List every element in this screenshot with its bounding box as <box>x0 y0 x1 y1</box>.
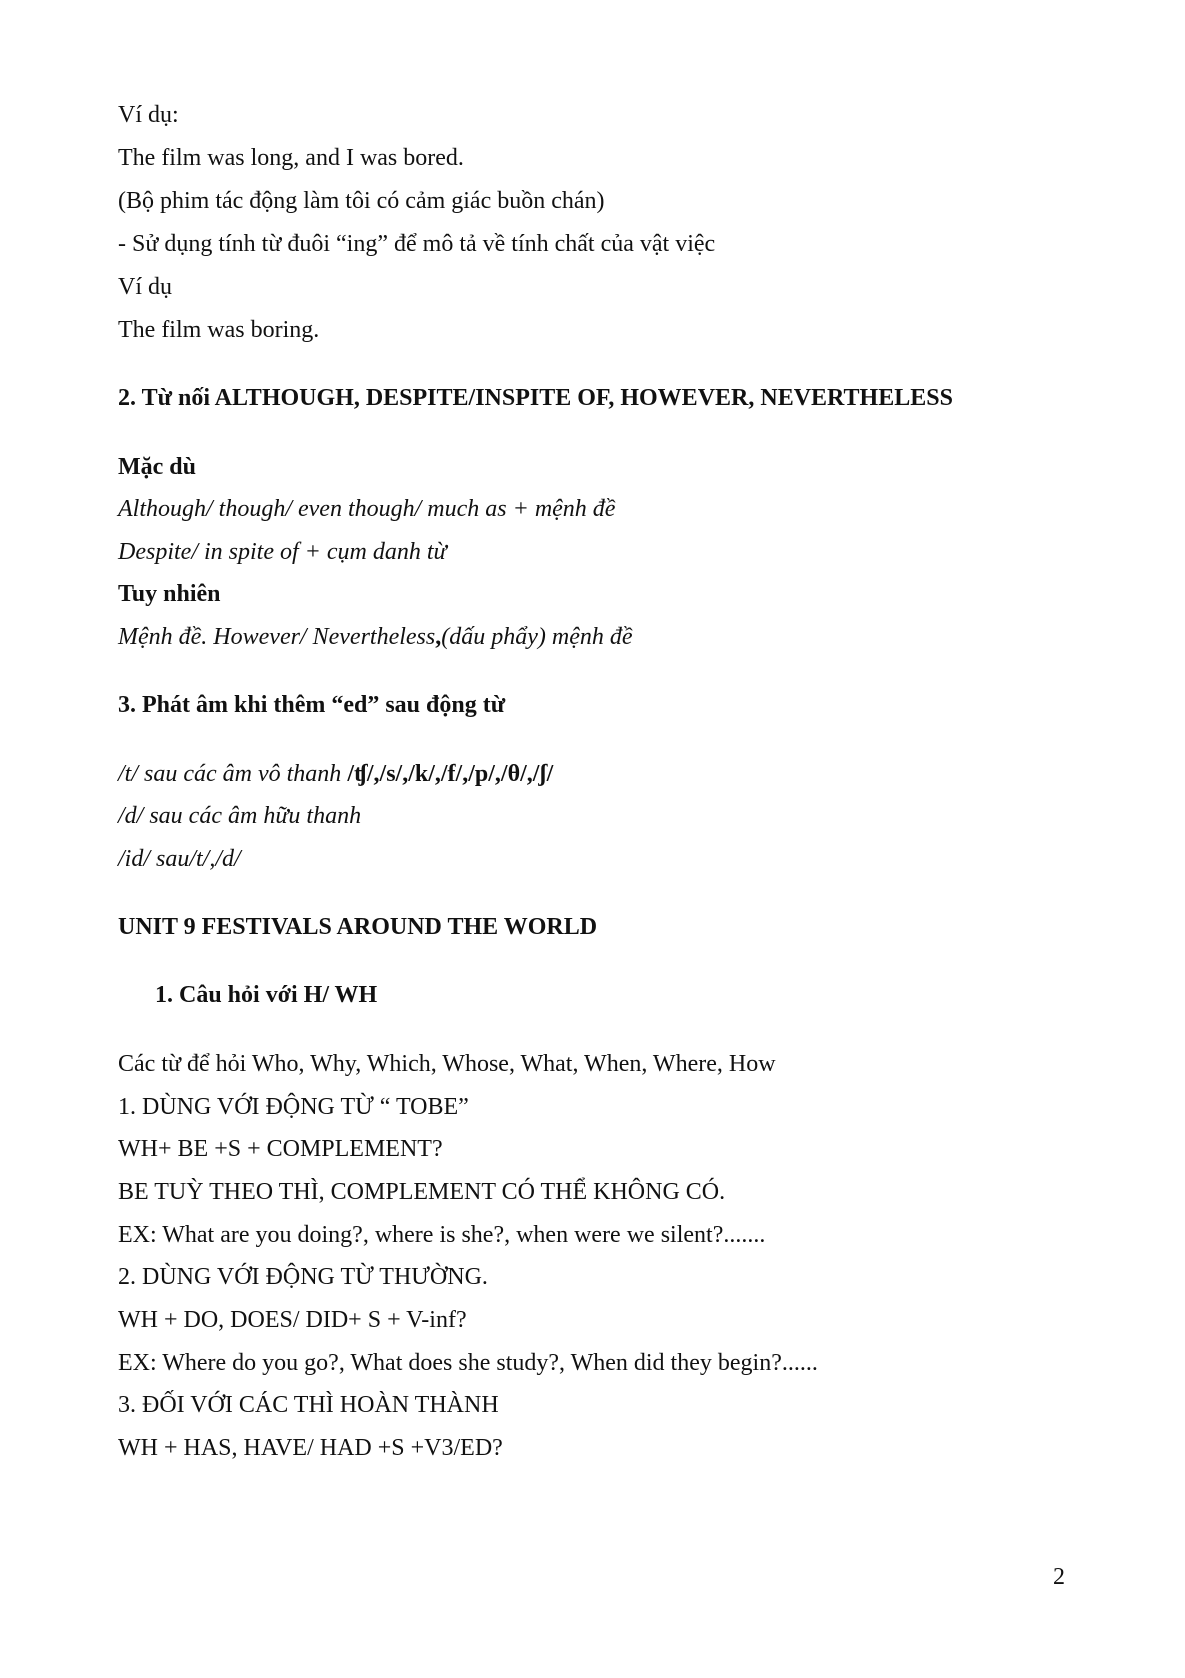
normal-verb-heading: 2. DÙNG VỚI ĐỘNG TỪ THƯỜNG. <box>118 1264 488 1290</box>
however-rule <box>118 622 633 652</box>
tobe-note: BE TUỲ THEO THÌ, COMPLEMENT CÓ THỂ KHÔNG CÓ. <box>118 1179 726 1205</box>
unit-9-heading: UNIT 9 FESTIVALS AROUND THE WORLD <box>118 914 598 940</box>
tobe-heading: 1. DÙNG VỚI ĐỘNG TỪ “ TOBE” <box>118 1094 469 1120</box>
section-2-heading: 2. Từ nối ALTHOUGH, DESPITE/INSPITE OF, HOWEVER, NEVERTHELESS <box>118 385 953 411</box>
normal-verb-formula: WH + DO, DOES/ DID+ S + V-inf? <box>118 1307 467 1333</box>
rule-ing-adjective: - Sử dụng tính từ đuôi “ing” để mô tả về tính chất của vật việc <box>118 231 716 257</box>
id-sound-rule: /id/ sau/t/,/d/ <box>118 846 241 872</box>
despite-rule: Despite/ in spite of + cụm danh từ <box>118 539 447 565</box>
normal-verb-examples: EX: Where do you go?, What does she study?, When did they begin?...... <box>118 1350 818 1376</box>
tuy-nhien-heading: Tuy nhiên <box>118 581 221 607</box>
example-sentence: The film was long, and I was bored. <box>118 145 464 171</box>
tobe-formula: WH+ BE +S + COMPLEMENT? <box>118 1136 443 1162</box>
however-rule-part2: (dấu phẩy) mệnh đề <box>441 624 633 650</box>
although-rule: Although/ though/ even though/ much as + mệnh đề <box>118 496 616 522</box>
example-translation: (Bộ phim tác động làm tôi có cảm giác buồn chán) <box>118 188 605 214</box>
t-sound-rule <box>118 759 553 789</box>
however-rule-part1: Mệnh đề. However/ Nevertheless <box>118 624 436 650</box>
mac-du-heading: Mặc dù <box>118 454 196 480</box>
example-label-2: Ví dụ <box>118 274 172 300</box>
d-sound-rule: /d/ sau các âm hữu thanh <box>118 803 362 829</box>
example-sentence-2: The film was boring. <box>118 317 320 343</box>
page-number: 2 <box>1053 1564 1065 1590</box>
perfect-tense-heading: 3. ĐỐI VỚI CÁC THÌ HOÀN THÀNH <box>118 1392 499 1418</box>
t-sound-label: /t/ sau các âm vô thanh <box>118 761 348 787</box>
section-3-heading: 3. Phát âm khi thêm “ed” sau động từ <box>118 692 506 718</box>
question-words: Các từ để hỏi Who, Why, Which, Whose, What, When, Where, How <box>118 1051 776 1077</box>
however-rule-comma: , <box>435 624 442 650</box>
t-sound-phonemes: /ʧ/,/s/,/k/,/f/,/p/,/θ/,/ʃ/ <box>347 761 554 787</box>
subsection-1-heading: 1. Câu hỏi với H/ WH <box>155 982 378 1008</box>
perfect-tense-formula: WH + HAS, HAVE/ HAD +S +V3/ED? <box>118 1435 503 1461</box>
example-label: Ví dụ: <box>118 102 179 128</box>
tobe-examples: EX: What are you doing?, where is she?, when were we silent?....... <box>118 1222 766 1248</box>
